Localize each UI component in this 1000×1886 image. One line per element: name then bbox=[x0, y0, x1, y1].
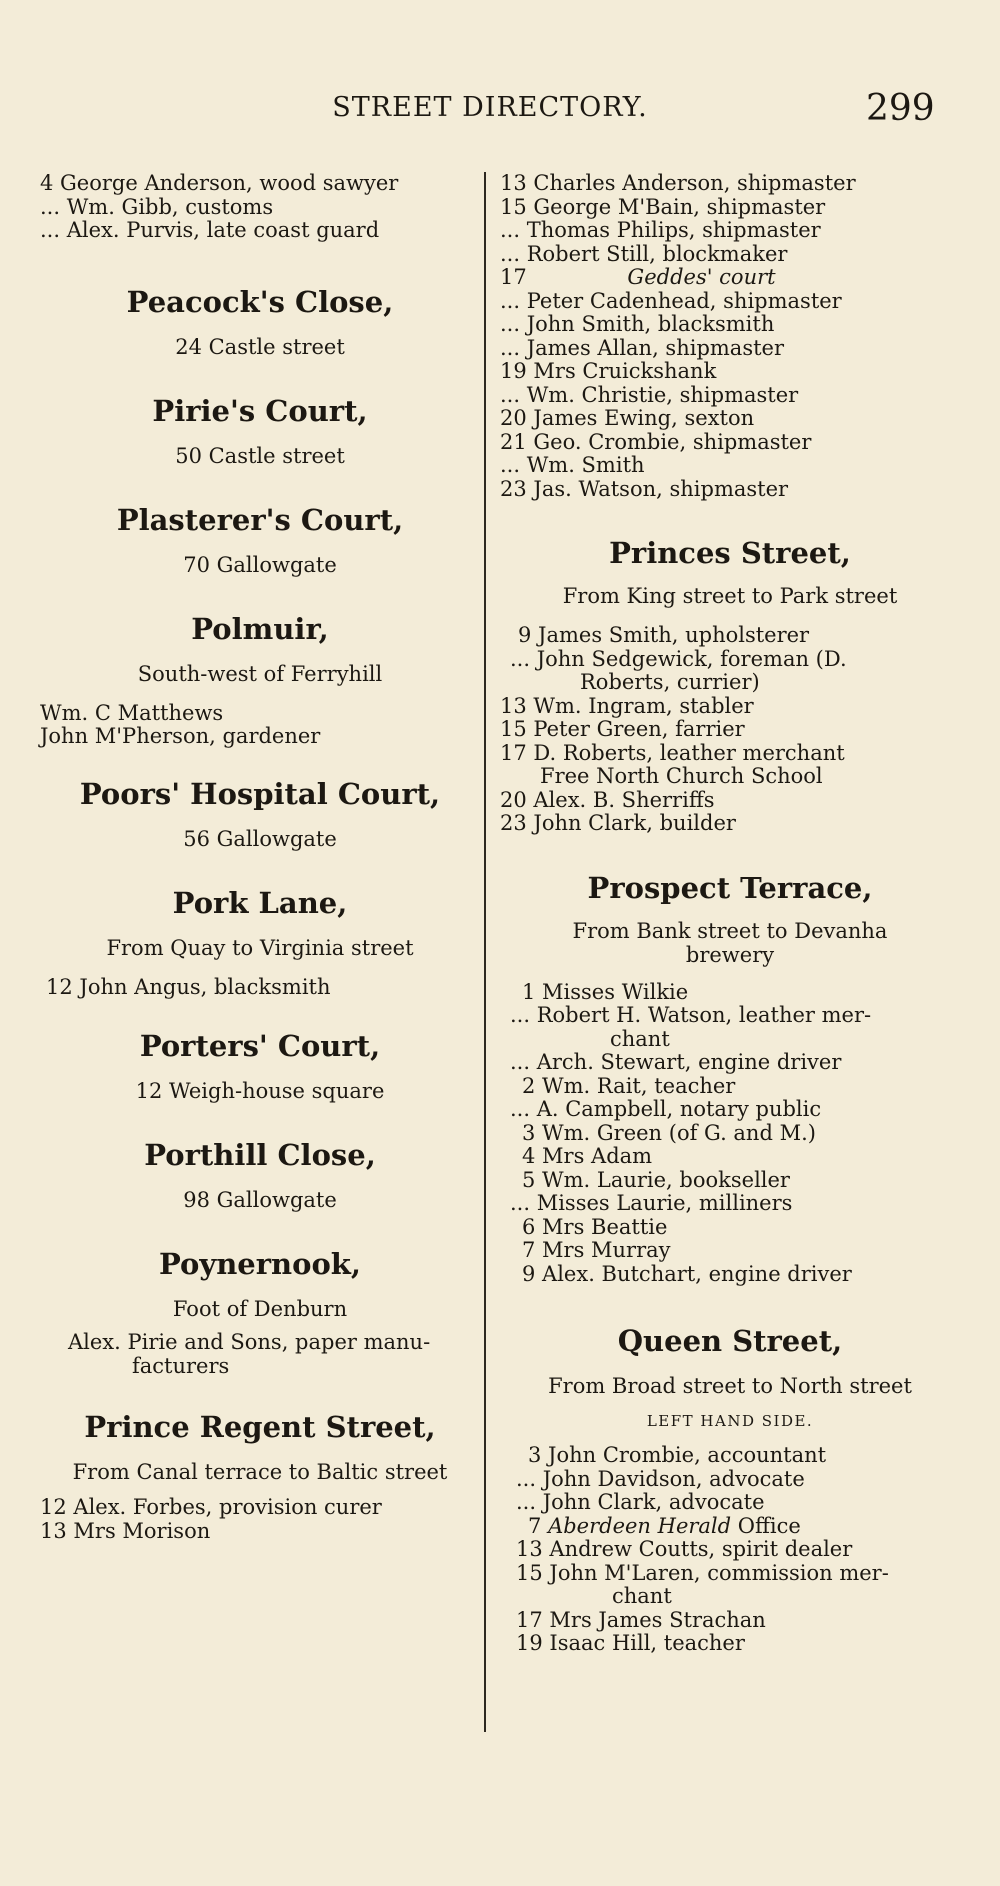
entry-line: Wm. C Matthews bbox=[40, 700, 224, 725]
entry-line: Roberts, currier) bbox=[580, 670, 760, 694]
left-column bbox=[40, 172, 480, 1543]
right-column bbox=[500, 172, 960, 1656]
entry-line: ... John Sedgewick, foreman (D. bbox=[510, 646, 847, 671]
entry-line bbox=[500, 266, 960, 290]
entry-line: ... Robert H. Watson, leather mer- bbox=[510, 1003, 872, 1027]
page-number: 299 bbox=[866, 88, 935, 129]
street-location: 56 Gallowgate bbox=[183, 826, 337, 851]
entry-line: 15 George M'Bain, shipmaster bbox=[500, 194, 826, 219]
entry-line: 12 John Angus, blacksmith bbox=[46, 974, 331, 999]
entry-line: 13 Charles Anderson, shipmaster bbox=[500, 171, 856, 195]
entry-line: ... Misses Laurie, milliners bbox=[510, 1191, 793, 1215]
entry-line: facturers bbox=[132, 1353, 230, 1378]
entry-line: Free North Church School bbox=[540, 764, 823, 788]
entry-line: ... Wm. Gibb, customs bbox=[40, 194, 274, 219]
street-heading: Polmuir, bbox=[191, 611, 329, 646]
street-location: From Broad street to North street bbox=[548, 1374, 912, 1398]
street-location: From Canal terrace to Baltic street bbox=[72, 1460, 448, 1484]
street-location: 70 Gallowgate bbox=[183, 552, 337, 577]
street-heading: Pork Lane, bbox=[172, 885, 348, 920]
entry-line: ... John Davidson, advocate bbox=[516, 1466, 805, 1491]
entry-line: chant bbox=[612, 1584, 672, 1608]
street-location: Foot of Denburn bbox=[172, 1297, 348, 1321]
street-heading: Poynernook, bbox=[159, 1247, 361, 1281]
entry-number: 7 bbox=[528, 1513, 542, 1538]
street-location: 12 Weigh-house square bbox=[135, 1079, 385, 1103]
entry-line: 12 Alex. Forbes, provision curer bbox=[40, 1495, 382, 1519]
entry-line: 19 Mrs Cruickshank bbox=[500, 359, 717, 383]
column-divider bbox=[484, 172, 486, 1732]
street-location: 98 Gallowgate bbox=[183, 1188, 337, 1212]
entry-line: 9 James Smith, upholsterer bbox=[518, 623, 810, 647]
street-heading: Prince Regent Street, bbox=[84, 1410, 436, 1444]
entry-line: 19 Isaac Hill, teacher bbox=[516, 1631, 745, 1655]
entry-line: 2 Wm. Rait, teacher bbox=[522, 1073, 736, 1098]
entry-line: ... Alex. Purvis, late coast guard bbox=[40, 218, 380, 242]
street-location: 50 Castle street bbox=[175, 443, 345, 468]
entry-line: John M'Pherson, gardener bbox=[40, 724, 321, 748]
entry-line: ... John Smith, blacksmith bbox=[500, 312, 775, 336]
running-header: STREET DIRECTORY. bbox=[332, 92, 648, 123]
street-heading: Pirie's Court, bbox=[152, 393, 368, 428]
street-location: From King street to Park street bbox=[562, 584, 898, 608]
entry-line: ... A. Campbell, notary public bbox=[510, 1097, 822, 1121]
entry-line: 5 Wm. Laurie, bookseller bbox=[522, 1167, 790, 1192]
entry-line: Alex. Pirie and Sons, paper manu- bbox=[68, 1330, 431, 1354]
entry-line: 3 John Crombie, accountant bbox=[528, 1443, 827, 1467]
street-location: South-west of Ferryhill bbox=[137, 661, 383, 686]
entry-line: 21 Geo. Crombie, shipmaster bbox=[500, 429, 812, 454]
entry-line: 13 Wm. Ingram, stabler bbox=[500, 693, 754, 718]
entry-line: chant bbox=[610, 1026, 670, 1051]
street-location: From Bank street to Devanha bbox=[572, 918, 888, 943]
side-label: LEFT HAND SIDE. bbox=[646, 1412, 814, 1430]
entry-line: 6 Mrs Beattie bbox=[522, 1214, 668, 1239]
entry-text: Office bbox=[737, 1513, 801, 1538]
entry-line: 17 Mrs James Strachan bbox=[516, 1607, 766, 1632]
entry-line: 15 John M'Laren, commission mer- bbox=[516, 1560, 889, 1585]
entry-line: ... Thomas Philips, shipmaster bbox=[500, 218, 821, 242]
street-heading: Princes Street, bbox=[609, 536, 851, 570]
entry-line: 1 Misses Wilkie bbox=[522, 979, 689, 1004]
street-heading: Peacock's Close, bbox=[126, 284, 394, 319]
entry-line: ... Peter Cadenhead, shipmaster bbox=[500, 288, 842, 313]
entry-line: ... Wm. Christie, shipmaster bbox=[500, 382, 799, 407]
entry-line: ... Robert Still, blockmaker bbox=[500, 241, 788, 266]
street-heading: Porthill Close, bbox=[144, 1138, 376, 1172]
entry-line: 7 Mrs Murray bbox=[522, 1238, 671, 1262]
entry-line: 23 Jas. Watson, shipmaster bbox=[500, 476, 789, 501]
street-heading: Porters' Court, bbox=[139, 1029, 381, 1063]
entry-line: 13 Mrs Morison bbox=[40, 1518, 211, 1543]
entry-line: 17 D. Roberts, leather merchant bbox=[500, 740, 845, 765]
street-heading: Plasterer's Court, bbox=[116, 502, 404, 537]
entry-line: 3 Wm. Green (of G. and M.) bbox=[522, 1120, 816, 1145]
court-name: Geddes' court bbox=[627, 265, 776, 289]
street-heading: Prospect Terrace, bbox=[587, 870, 873, 905]
entry-line: 20 Alex. B. Sherriffs bbox=[500, 787, 715, 812]
entry-line: 4 George Anderson, wood sawyer bbox=[40, 171, 399, 195]
street-location: From Quay to Virginia street bbox=[106, 935, 414, 960]
entry-line: ... John Clark, advocate bbox=[516, 1490, 765, 1514]
entry-line bbox=[500, 1515, 960, 1539]
entry-line: ... Arch. Stewart, engine driver bbox=[510, 1050, 842, 1074]
street-location: 24 Castle street bbox=[175, 334, 345, 359]
entry-line: 23 John Clark, builder bbox=[500, 811, 736, 835]
street-heading: Queen Street, bbox=[617, 1324, 843, 1358]
street-heading: Poors' Hospital Court, bbox=[79, 776, 441, 811]
entry-line: ... James Allan, shipmaster bbox=[500, 335, 785, 360]
entry-line: 20 James Ewing, sexton bbox=[500, 406, 755, 430]
entry-line: ... Wm. Smith bbox=[500, 453, 645, 477]
newspaper-name: Aberdeen Herald bbox=[548, 1513, 732, 1538]
entry-line: 4 Mrs Adam bbox=[522, 1144, 653, 1168]
entry-number: 17 bbox=[500, 265, 527, 289]
entry-line: 13 Andrew Coutts, spirit dealer bbox=[516, 1537, 853, 1561]
entry-line: 9 Alex. Butchart, engine driver bbox=[522, 1261, 852, 1286]
street-location: brewery bbox=[685, 942, 775, 967]
entry-line: 15 Peter Green, farrier bbox=[500, 717, 745, 741]
